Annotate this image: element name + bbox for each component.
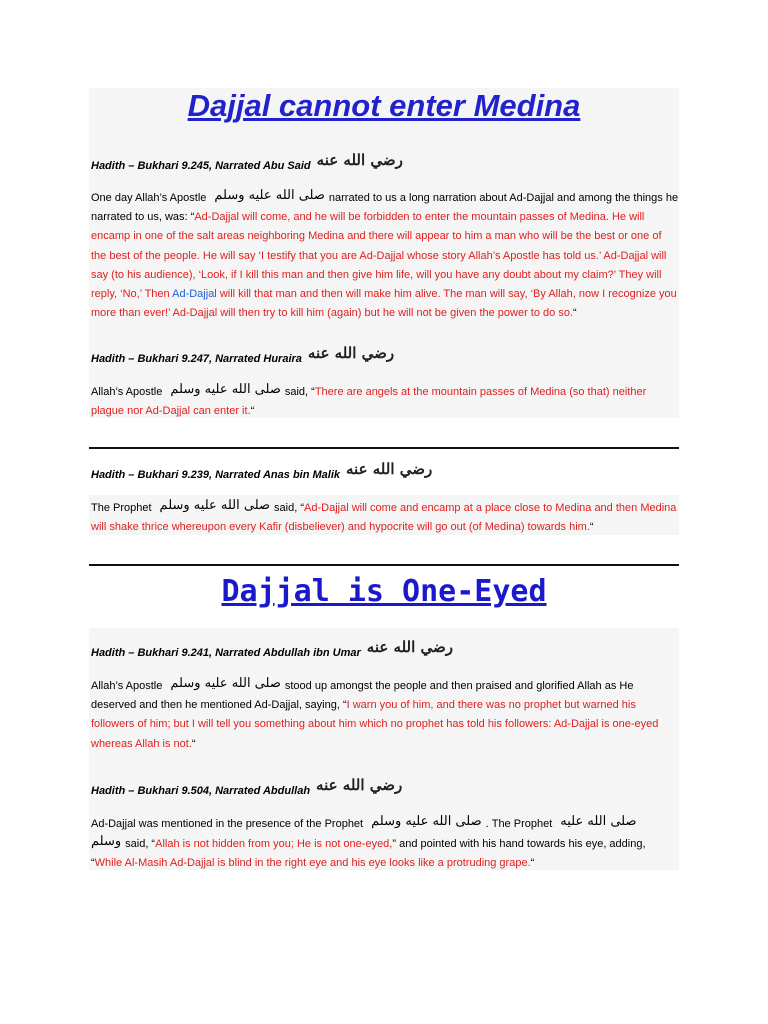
hadith2-heading-text: Hadith – Bukhari 9.247, Narrated Huraira [91, 353, 302, 365]
divider-line [89, 447, 679, 449]
hadith1-closing: “ [573, 307, 577, 320]
hadith5-mid: . The Prophet [485, 818, 553, 830]
ad-dajjal-link[interactable]: Ad-Dajjal [172, 288, 217, 301]
pbuh-calligraphy: صلى الله عليه وسلم [371, 814, 482, 829]
hadith5-after: said, “ [125, 838, 156, 851]
hadith2-after: said, “ [284, 386, 315, 398]
hadith4-heading-text: Hadith – Bukhari 9.241, Narrated Abdullah ibn Umar [91, 647, 361, 659]
hadith4-closing: “ [191, 737, 196, 750]
hadith3-heading [91, 460, 433, 482]
hadith2-heading [91, 344, 395, 366]
honorific-calligraphy: رضي الله عنه [366, 638, 453, 656]
hadith3-quote: Ad-Dajjal will come and encamp at a place close to Medina and then Medina will shake thrice whereupon every Kafir (disbeliever) and hypocrite will go out (of Medina) towards him. [91, 502, 677, 534]
hadith4-after: stood up amongst the people and then praised and glorified Allah as He deserved and then he mentioned Ad-Dajjal, saying, “ [91, 680, 634, 712]
hadith4-paragraph [91, 676, 679, 754]
hadith5-middle: ” and pointed with his hand towards his eye, adding, “ [91, 838, 646, 870]
hadith3-paragraph [91, 498, 679, 537]
pbuh-calligraphy: صلى الله عليه وسلم [170, 676, 281, 691]
hadith1-after: narrated to us a long narration about Ad-Dajjal and among the things he narrated to us, was: “ [91, 192, 679, 224]
hadith3-after: said, “ [274, 502, 305, 514]
hadith5-heading-text: Hadith – Bukhari 9.504, Narrated Abdullah [91, 785, 311, 797]
divider-line [89, 564, 679, 566]
hadith5-paragraph [91, 814, 679, 874]
pbuh-calligraphy: صلى الله عليه وسلم [214, 188, 325, 203]
hadith4-intro: Allah’s Apostle [91, 680, 163, 692]
section1-title[interactable]: Dajjal cannot enter Medina [187, 88, 581, 123]
hadith4-heading [91, 638, 453, 660]
hadith1-heading [91, 151, 403, 173]
hadith3-closing: “ [589, 521, 594, 534]
pbuh-calligraphy: صلى الله عليه وسلم [170, 382, 281, 397]
pbuh-calligraphy: صلى الله عليه وسلم [91, 814, 637, 850]
hadith1-quote-a: Ad-Dajjal will come, and he will be forbidden to enter the mountain passes of Medina. He will encamp in one of the salt areas neighboring Medina and there will appear to him a man who will be the best or one of the best of the people. He will say ‘I testify that you are Ad-Dajjal whose story Allah’s Apostle has told us.’ Ad-Dajjal will say (to his audience), ‘Look, if I kill this man and then give him life, will you have any doubt about my claim?’ They will reply, ‘No,’ Then [91, 211, 667, 301]
hadith1-heading-text: Hadith – Bukhari 9.245, Narrated Abu Said [91, 160, 311, 172]
hadith2-paragraph [91, 382, 679, 421]
section2-title[interactable]: Dajjal is One-Eyed [221, 574, 547, 609]
honorific-calligraphy: رضي الله عنه [316, 151, 403, 169]
hadith5-quote-b: While Al-Masih Ad-Dajjal is blind in the right eye and his eye looks like a protruding grape. [94, 857, 531, 870]
hadith1-paragraph [91, 188, 679, 323]
hadith2-closing: “ [250, 405, 255, 418]
hadith4-quote: I warn you of him, and there was no prophet but warned his followers of him; but I will tell you something about him which no prophet has told his followers: Ad-Dajjal is one-eyed whereas Allah is not. [91, 699, 659, 750]
pbuh-calligraphy: صلى الله عليه وسلم [159, 498, 271, 513]
hadith1-intro: One day Allah’s Apostle [91, 192, 207, 204]
honorific-calligraphy: رضي الله عنه [307, 344, 395, 362]
hadith5-heading [91, 776, 403, 798]
hadith3-heading-text: Hadith – Bukhari 9.239, Narrated Anas bin Malik [91, 469, 341, 481]
hadith5-quote-a: Allah is not hidden from you; He is not one-eyed, [155, 838, 393, 851]
hadith2-intro: Allah’s Apostle [91, 386, 163, 398]
hadith2-quote: There are angels at the mountain passes of Medina (so that) neither plague nor Ad-Dajjal can enter it. [91, 386, 647, 418]
hadith5-intro: Ad-Dajjal was mentioned in the presence of the Prophet [91, 818, 364, 830]
hadith3-intro: The Prophet [91, 502, 152, 514]
honorific-calligraphy: رضي الله عنه [346, 460, 433, 478]
honorific-calligraphy: رضي الله عنه [316, 776, 403, 794]
hadith1-quote-b: will kill that man and then will make him alive. The man will say, ‘By Allah, now I recognize you more than ever!’ Ad-Dajjal will then try to kill him (again) but he will not be given the power to do so. [91, 288, 677, 320]
hadith5-closing: “ [530, 857, 535, 870]
